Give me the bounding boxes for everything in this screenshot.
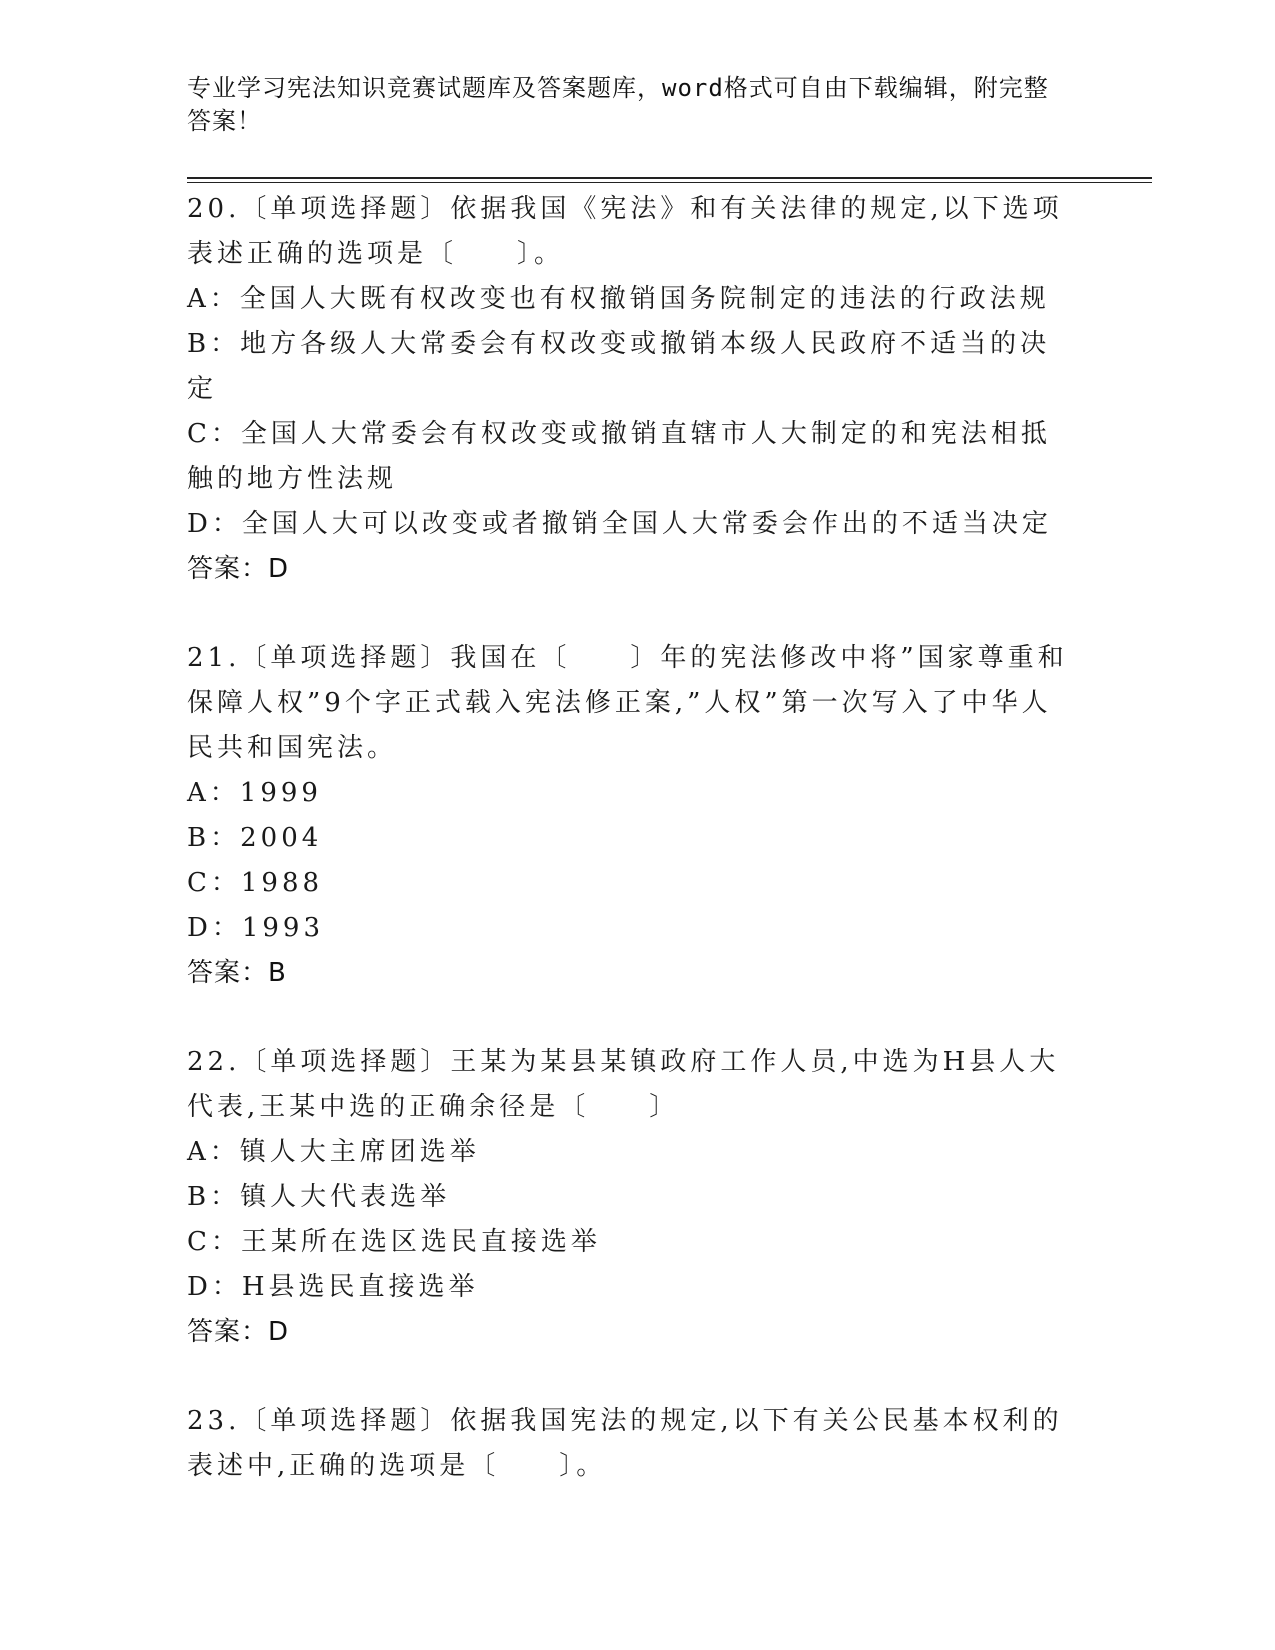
answer-line: 答案：D: [187, 554, 290, 584]
option-b: B：地方各级人大常委会有权改变或撤销本级人民政府不适当的决定: [187, 329, 1051, 404]
question-text: 21.〔单项选择题〕我国在〔 〕年的宪法修改中将”国家尊重和保障人权”9个字正式载入宪法修正案,”人权”第一次写入了中华人民共和国宪法。: [187, 643, 1068, 763]
option-b: B：2004: [187, 823, 323, 853]
option-d: D：全国人大可以改变或者撤销全国人大常委会作出的不适当决定: [187, 509, 1052, 539]
option-c: C：王某所在选区选民直接选举: [187, 1227, 601, 1257]
question-21: [187, 636, 1077, 996]
question-list: [187, 187, 1077, 1533]
answer-line: 答案：B: [187, 958, 287, 988]
question-text: 20.〔单项选择题〕依据我国《宪法》和有关法律的规定,以下选项表述正确的选项是〔 〕。: [187, 194, 1063, 269]
question-text: 22.〔单项选择题〕王某为某县某镇政府工作人员,中选为H县人大代表,王某中选的正确余径是〔 〕: [187, 1047, 1060, 1122]
document-header: 专业学习宪法知识竞赛试题库及答案题库，word格式可自由下载编辑，附完整答案！: [187, 74, 1049, 135]
answer-line: 答案：D: [187, 1317, 290, 1347]
option-a: A：镇人大主席团选举: [187, 1137, 480, 1167]
question-20: [187, 187, 1077, 592]
option-a: A：1999: [187, 778, 322, 808]
option-d: D：H县选民直接选举: [187, 1272, 479, 1302]
header-divider-thin: [187, 182, 1152, 183]
option-c: C：全国人大常委会有权改变或撤销直辖市人大制定的和宪法相抵触的地方性法规: [187, 419, 1051, 494]
question-23: [187, 1399, 1077, 1489]
option-c: C：1988: [187, 868, 324, 898]
option-d: D：1993: [187, 913, 325, 943]
option-a: A：全国人大既有权改变也有权撤销国务院制定的违法的行政法规: [187, 284, 1050, 314]
question-text: 23.〔单项选择题〕依据我国宪法的规定,以下有关公民基本权利的表述中,正确的选项是〔 〕。: [187, 1406, 1063, 1481]
option-b: B：镇人大代表选举: [187, 1182, 451, 1212]
question-22: [187, 1040, 1077, 1355]
header-divider-thick: [187, 177, 1152, 179]
